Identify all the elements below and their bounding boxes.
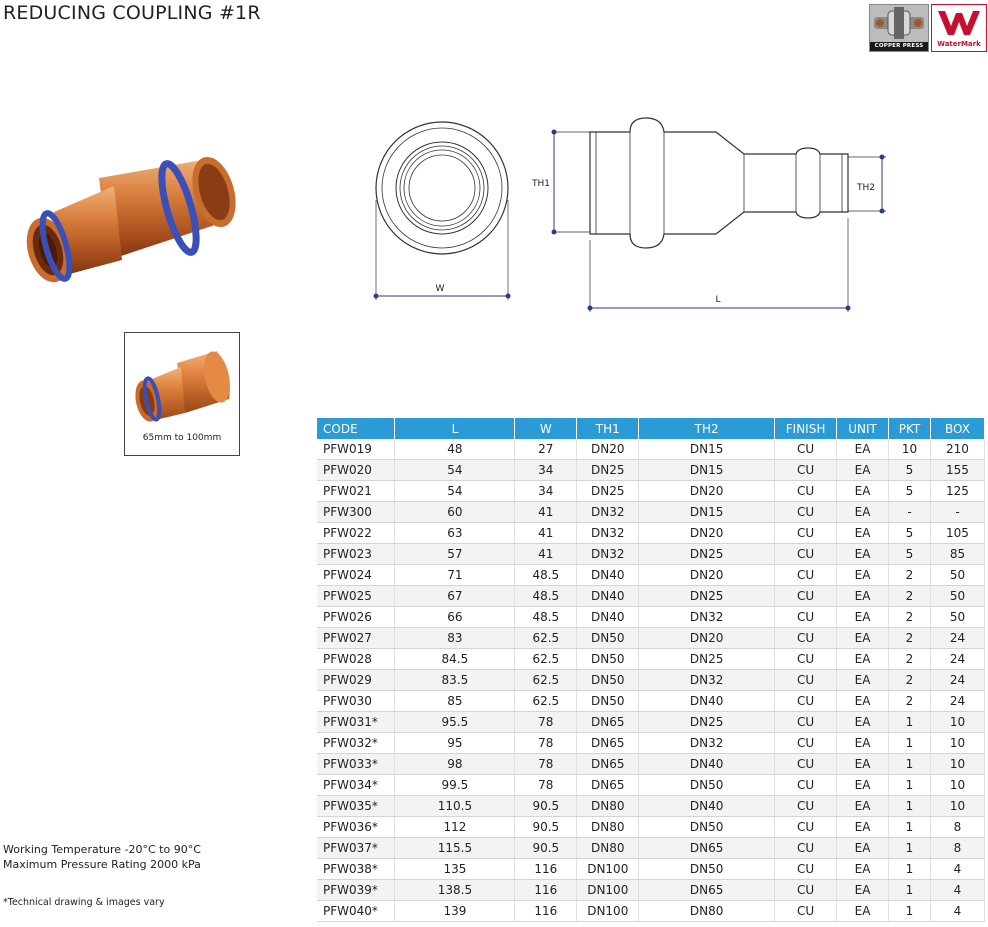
cell-unit: EA: [837, 628, 889, 649]
dim-th1-label: TH1: [532, 179, 550, 189]
cell-l: 135: [395, 859, 515, 880]
cell-w: 78: [515, 712, 577, 733]
cell-th2: DN20: [639, 481, 775, 502]
cell-box: 8: [930, 817, 984, 838]
cell-pkt: 2: [889, 565, 931, 586]
cell-unit: EA: [837, 733, 889, 754]
cell-pkt: 1: [889, 838, 931, 859]
cell-unit: EA: [837, 754, 889, 775]
cell-w: 62.5: [515, 670, 577, 691]
cell-pkt: 1: [889, 712, 931, 733]
cell-th2: DN40: [639, 754, 775, 775]
column-header-finish: FINISH: [775, 418, 837, 439]
cell-w: 90.5: [515, 817, 577, 838]
cell-th1: DN32: [577, 502, 639, 523]
cell-code: PFW035*: [317, 796, 395, 817]
cell-code: PFW021: [317, 481, 395, 502]
table-row: [317, 754, 985, 775]
column-header-th2: TH2: [639, 418, 775, 439]
cell-th1: DN25: [577, 460, 639, 481]
cell-box: 4: [930, 859, 984, 880]
cell-finish: CU: [775, 628, 837, 649]
cell-unit: EA: [837, 502, 889, 523]
table-row: [317, 586, 985, 607]
cell-l: 84.5: [395, 649, 515, 670]
cell-finish: CU: [775, 775, 837, 796]
cell-code: PFW024: [317, 565, 395, 586]
column-header-unit: UNIT: [837, 418, 889, 439]
table-row: [317, 607, 985, 628]
cell-unit: EA: [837, 670, 889, 691]
cell-th1: DN65: [577, 712, 639, 733]
cell-l: 138.5: [395, 880, 515, 901]
cell-l: 110.5: [395, 796, 515, 817]
cell-finish: CU: [775, 712, 837, 733]
cell-finish: CU: [775, 460, 837, 481]
cell-w: 78: [515, 733, 577, 754]
cell-code: PFW033*: [317, 754, 395, 775]
cell-finish: CU: [775, 880, 837, 901]
cell-code: PFW038*: [317, 859, 395, 880]
cell-unit: EA: [837, 481, 889, 502]
product-photo: [14, 150, 244, 290]
cell-box: 125: [930, 481, 984, 502]
cell-w: 41: [515, 544, 577, 565]
cell-pkt: 2: [889, 649, 931, 670]
cell-pkt: 1: [889, 817, 931, 838]
cell-finish: CU: [775, 838, 837, 859]
cell-unit: EA: [837, 523, 889, 544]
cell-l: 67: [395, 586, 515, 607]
cell-code: PFW030: [317, 691, 395, 712]
cell-box: -: [930, 502, 984, 523]
cell-finish: CU: [775, 859, 837, 880]
table-row: [317, 859, 985, 880]
cell-code: PFW031*: [317, 712, 395, 733]
table-body: [317, 439, 985, 922]
table-row: [317, 565, 985, 586]
cell-w: 90.5: [515, 796, 577, 817]
cell-box: 50: [930, 607, 984, 628]
cell-th2: DN65: [639, 880, 775, 901]
cell-w: 41: [515, 523, 577, 544]
cell-unit: EA: [837, 712, 889, 733]
cell-code: PFW039*: [317, 880, 395, 901]
cell-th2: DN20: [639, 628, 775, 649]
cell-pkt: 1: [889, 859, 931, 880]
cell-finish: CU: [775, 502, 837, 523]
cell-pkt: 1: [889, 796, 931, 817]
variant-thumbnail: [124, 332, 240, 456]
cell-pkt: 2: [889, 607, 931, 628]
cell-th1: DN65: [577, 775, 639, 796]
cell-box: 4: [930, 880, 984, 901]
cell-l: 66: [395, 607, 515, 628]
cell-l: 57: [395, 544, 515, 565]
table-row: [317, 901, 985, 922]
cell-pkt: 1: [889, 733, 931, 754]
cell-box: 105: [930, 523, 984, 544]
cell-box: 24: [930, 649, 984, 670]
copper-press-icon: [870, 5, 928, 42]
variant-photo: [125, 333, 239, 429]
cell-code: PFW019: [317, 439, 395, 460]
end-view-drawing: [366, 110, 526, 310]
cell-l: 98: [395, 754, 515, 775]
cell-unit: EA: [837, 880, 889, 901]
cell-finish: CU: [775, 691, 837, 712]
cell-w: 116: [515, 880, 577, 901]
cell-unit: EA: [837, 649, 889, 670]
cell-l: 99.5: [395, 775, 515, 796]
cell-finish: CU: [775, 649, 837, 670]
watermark-badge: [931, 4, 987, 52]
cell-th2: DN50: [639, 817, 775, 838]
table-row: [317, 691, 985, 712]
cell-th1: DN65: [577, 733, 639, 754]
cell-w: 48.5: [515, 565, 577, 586]
cell-th2: DN50: [639, 775, 775, 796]
cell-th2: DN15: [639, 502, 775, 523]
cell-finish: CU: [775, 439, 837, 460]
cell-th2: DN15: [639, 439, 775, 460]
table-row: [317, 439, 985, 460]
cell-l: 139: [395, 901, 515, 922]
cell-th1: DN65: [577, 754, 639, 775]
cell-w: 78: [515, 775, 577, 796]
cell-th1: DN32: [577, 523, 639, 544]
table-row: [317, 502, 985, 523]
cell-pkt: 2: [889, 628, 931, 649]
cell-pkt: 1: [889, 754, 931, 775]
cell-th1: DN50: [577, 628, 639, 649]
column-header-w: W: [515, 418, 577, 439]
page-title: REDUCING COUPLING #1R: [3, 2, 261, 24]
cell-finish: CU: [775, 586, 837, 607]
column-header-pkt: PKT: [889, 418, 931, 439]
table-row: [317, 649, 985, 670]
table-row: [317, 712, 985, 733]
cell-pkt: 5: [889, 523, 931, 544]
cell-code: PFW027: [317, 628, 395, 649]
cell-th2: DN65: [639, 838, 775, 859]
cell-unit: EA: [837, 901, 889, 922]
cell-box: 50: [930, 586, 984, 607]
cell-box: 10: [930, 733, 984, 754]
cell-unit: EA: [837, 691, 889, 712]
cell-box: 10: [930, 796, 984, 817]
cell-unit: EA: [837, 859, 889, 880]
cell-w: 34: [515, 460, 577, 481]
spec-table: [317, 418, 985, 922]
cell-unit: EA: [837, 775, 889, 796]
cell-pkt: 5: [889, 481, 931, 502]
column-header-box: BOX: [930, 418, 984, 439]
cell-finish: CU: [775, 733, 837, 754]
cell-l: 112: [395, 817, 515, 838]
cell-th2: DN40: [639, 691, 775, 712]
cell-th2: DN32: [639, 670, 775, 691]
cell-code: PFW026: [317, 607, 395, 628]
cell-w: 27: [515, 439, 577, 460]
cell-code: PFW037*: [317, 838, 395, 859]
cell-finish: CU: [775, 481, 837, 502]
table-row: [317, 880, 985, 901]
cell-finish: CU: [775, 796, 837, 817]
cell-code: PFW040*: [317, 901, 395, 922]
footnote: *Technical drawing & images vary: [3, 897, 165, 908]
cell-th1: DN20: [577, 439, 639, 460]
cell-finish: CU: [775, 565, 837, 586]
cell-unit: EA: [837, 544, 889, 565]
cell-finish: CU: [775, 523, 837, 544]
cell-box: 10: [930, 712, 984, 733]
table-row: [317, 796, 985, 817]
table-row: [317, 670, 985, 691]
cell-finish: CU: [775, 754, 837, 775]
cell-unit: EA: [837, 817, 889, 838]
cell-w: 62.5: [515, 691, 577, 712]
cell-code: PFW029: [317, 670, 395, 691]
table-row: [317, 481, 985, 502]
cell-w: 90.5: [515, 838, 577, 859]
cell-w: 34: [515, 481, 577, 502]
cell-w: 116: [515, 859, 577, 880]
cell-unit: EA: [837, 565, 889, 586]
cell-l: 63: [395, 523, 515, 544]
cell-l: 95: [395, 733, 515, 754]
cell-code: PFW028: [317, 649, 395, 670]
table-row: [317, 628, 985, 649]
dim-w-label: W: [435, 284, 445, 294]
cell-th2: DN25: [639, 712, 775, 733]
cell-code: PFW300: [317, 502, 395, 523]
cell-th1: DN50: [577, 691, 639, 712]
cell-l: 54: [395, 460, 515, 481]
column-header-code: CODE: [317, 418, 395, 439]
copper-press-label: COPPER PRESS: [870, 42, 928, 51]
copper-press-badge: [869, 4, 929, 52]
cell-pkt: -: [889, 502, 931, 523]
cell-box: 24: [930, 628, 984, 649]
cell-box: 4: [930, 901, 984, 922]
cell-th1: DN40: [577, 565, 639, 586]
cell-code: PFW036*: [317, 817, 395, 838]
dim-l-label: L: [715, 295, 721, 305]
table-row: [317, 460, 985, 481]
cell-finish: CU: [775, 670, 837, 691]
working-temperature: Working Temperature -20°C to 90°C: [3, 843, 201, 856]
table-row: [317, 817, 985, 838]
cell-th1: DN80: [577, 796, 639, 817]
table-row: [317, 544, 985, 565]
cell-pkt: 1: [889, 775, 931, 796]
cell-box: 210: [930, 439, 984, 460]
cell-pkt: 5: [889, 544, 931, 565]
cell-pkt: 5: [889, 460, 931, 481]
cell-l: 83: [395, 628, 515, 649]
table-row: [317, 733, 985, 754]
cell-th2: DN40: [639, 796, 775, 817]
table-row: [317, 775, 985, 796]
cell-l: 95.5: [395, 712, 515, 733]
cell-code: PFW022: [317, 523, 395, 544]
cell-l: 60: [395, 502, 515, 523]
watermark-label: WaterMark: [937, 40, 981, 48]
cell-unit: EA: [837, 460, 889, 481]
cell-code: PFW025: [317, 586, 395, 607]
cell-pkt: 1: [889, 880, 931, 901]
cell-unit: EA: [837, 838, 889, 859]
cell-th1: DN50: [577, 670, 639, 691]
cell-th1: DN80: [577, 838, 639, 859]
cell-w: 78: [515, 754, 577, 775]
cell-finish: CU: [775, 901, 837, 922]
side-view-drawing: [526, 110, 896, 320]
cell-pkt: 1: [889, 901, 931, 922]
cell-unit: EA: [837, 796, 889, 817]
cell-unit: EA: [837, 607, 889, 628]
column-header-th1: TH1: [577, 418, 639, 439]
dim-th2-label: TH2: [857, 183, 875, 193]
table-header-row: [317, 418, 985, 439]
watermark-w-icon: [932, 5, 986, 39]
cell-box: 85: [930, 544, 984, 565]
cell-th2: DN32: [639, 733, 775, 754]
table-row: [317, 523, 985, 544]
cell-box: 155: [930, 460, 984, 481]
cell-th1: DN100: [577, 859, 639, 880]
cell-th2: DN80: [639, 901, 775, 922]
cell-box: 24: [930, 691, 984, 712]
cell-th2: DN25: [639, 544, 775, 565]
cell-l: 71: [395, 565, 515, 586]
cell-box: 10: [930, 775, 984, 796]
cell-th1: DN32: [577, 544, 639, 565]
cell-th2: DN15: [639, 460, 775, 481]
cell-code: PFW034*: [317, 775, 395, 796]
cell-code: PFW023: [317, 544, 395, 565]
cell-w: 62.5: [515, 628, 577, 649]
cell-th2: DN25: [639, 586, 775, 607]
cell-w: 41: [515, 502, 577, 523]
cell-finish: CU: [775, 817, 837, 838]
cell-finish: CU: [775, 607, 837, 628]
cell-finish: CU: [775, 544, 837, 565]
cell-l: 115.5: [395, 838, 515, 859]
cell-pkt: 2: [889, 670, 931, 691]
cell-unit: EA: [837, 586, 889, 607]
cell-pkt: 10: [889, 439, 931, 460]
cell-box: 24: [930, 670, 984, 691]
cell-pkt: 2: [889, 586, 931, 607]
variant-caption: 65mm to 100mm: [142, 433, 222, 443]
cell-th2: DN20: [639, 523, 775, 544]
cell-l: 54: [395, 481, 515, 502]
cell-th2: DN32: [639, 607, 775, 628]
cell-w: 62.5: [515, 649, 577, 670]
cell-th1: DN80: [577, 817, 639, 838]
column-header-l: L: [395, 418, 515, 439]
cell-code: PFW032*: [317, 733, 395, 754]
cell-l: 85: [395, 691, 515, 712]
cell-th2: DN50: [639, 859, 775, 880]
cell-unit: EA: [837, 439, 889, 460]
ratings-block: [3, 842, 201, 872]
max-pressure: Maximum Pressure Rating 2000 kPa: [3, 858, 201, 871]
cell-w: 116: [515, 901, 577, 922]
cell-th2: DN25: [639, 649, 775, 670]
cell-w: 48.5: [515, 586, 577, 607]
cell-box: 10: [930, 754, 984, 775]
cell-th2: DN20: [639, 565, 775, 586]
cell-th1: DN40: [577, 586, 639, 607]
cell-w: 48.5: [515, 607, 577, 628]
cell-th1: DN100: [577, 901, 639, 922]
cell-code: PFW020: [317, 460, 395, 481]
cell-th1: DN100: [577, 880, 639, 901]
cell-l: 48: [395, 439, 515, 460]
cell-l: 83.5: [395, 670, 515, 691]
cell-box: 8: [930, 838, 984, 859]
cell-box: 50: [930, 565, 984, 586]
cell-th1: DN40: [577, 607, 639, 628]
table-row: [317, 838, 985, 859]
cell-pkt: 2: [889, 691, 931, 712]
cell-th1: DN25: [577, 481, 639, 502]
cell-th1: DN50: [577, 649, 639, 670]
